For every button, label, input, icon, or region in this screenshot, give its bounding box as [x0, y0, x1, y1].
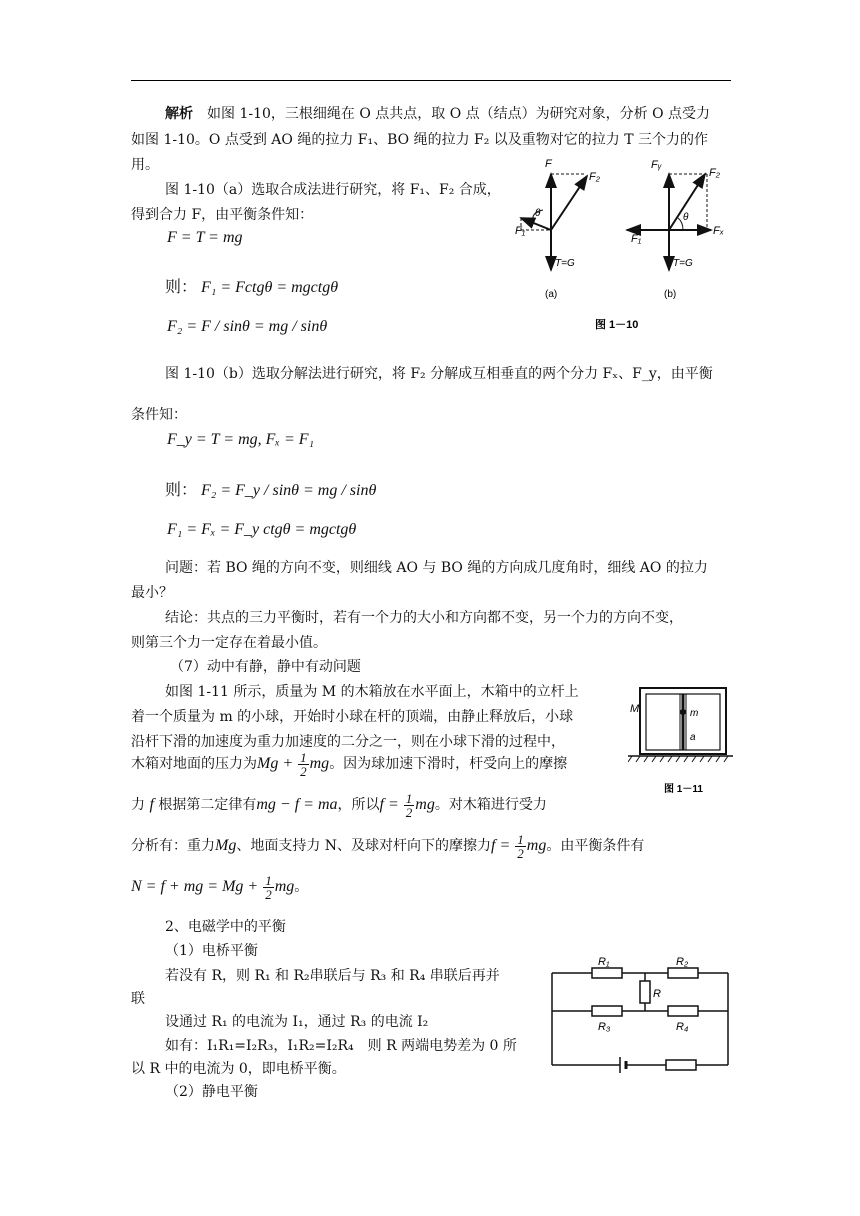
label-R4: R₄	[676, 1021, 689, 1033]
figure-1-10-caption: 图 1－10	[595, 319, 639, 331]
bridge-line3: 设通过 R₁ 的电流为 I₁，通过 R₃ 的电流 I₂	[165, 1014, 429, 1030]
figure-1-10	[505, 152, 735, 342]
resistor-R3	[592, 1006, 622, 1016]
label-F2: F₂	[589, 171, 600, 183]
paragraph-synthesis-line2: 得到合力 F，由平衡条件知：	[131, 207, 314, 223]
expr-N: N = f + mg = Mg + $\frac{1}{2}$ mg	[131, 872, 295, 902]
diagram-a-label: (a)	[545, 289, 558, 300]
equation-b3: F₁ = Fₓ = F_y ctgθ = mgctgθ	[167, 521, 357, 538]
label-F2-b: F₂	[709, 167, 720, 179]
paragraph-analysis-line2: 如图 1-10。O 点受到 AO 绳的拉力 F₁、BO 绳的拉力 F₂ 以及重物对它的拉力 T 三个力的作	[131, 132, 709, 148]
paragraph-decomposition-line2: 条件知：	[131, 407, 187, 423]
conclusion-line1: 结论：共点的三力平衡时，若有一个力的大小和方向都不变，另一个力的方向不变，	[165, 610, 683, 626]
bridge-line5: 以 R 中的电流为 0，即电桥平衡。	[131, 1061, 346, 1077]
figure-1-11-caption: 图 1－11	[664, 784, 703, 795]
section-7-line6: 分析有：重力Mg、地面支持力 N、及球对杆向下的摩擦力f = $\frac{1}{2}$ mg。由平衡条件有	[131, 831, 645, 861]
expr-friction: f = $\frac{1}{2}$ mg	[491, 831, 547, 861]
label-a: a	[690, 732, 696, 743]
label-M: M	[630, 703, 640, 715]
section-7-line1: 如图 1-11 所示，质量为 M 的木箱放在水平面上，木箱中的立杆上	[165, 684, 579, 700]
section-7-line3: 沿杆下滑的加速度为重力加速度的二分之一，则在小球下滑的过程中，	[131, 734, 565, 750]
bridge-circuit	[548, 955, 733, 1073]
label-F1: F₁	[515, 225, 526, 237]
bridge-line1: 若没有 R，则 R₁ 和 R₂串联后与 R₃ 和 R₄ 串联后再并	[165, 968, 500, 984]
section-2-sub2: （2）静电平衡	[165, 1084, 258, 1100]
label-theta: θ	[535, 208, 541, 219]
section-2-heading: 2、电磁学中的平衡	[165, 919, 286, 935]
section-7-line7: N = f + mg = Mg + $\frac{1}{2}$ mg。	[131, 872, 309, 902]
resistor-R4	[668, 1006, 698, 1016]
equation-b1: F_y = T = mg, Fₓ = F₁	[167, 431, 315, 448]
question-line2: 最小？	[131, 585, 173, 601]
resistor-R1	[592, 968, 622, 978]
label-T-b: T=G	[673, 258, 693, 269]
bridge-line2: 联	[131, 991, 145, 1007]
section-7-line2: 着一个质量为 m 的小球，开始时小球在杆的顶端，由静止释放后，小球	[131, 709, 574, 725]
equation-a3: F₂ = F / sinθ = mg / sinθ	[167, 318, 328, 335]
paragraph-synthesis-line1: 图 1-10（a）选取合成法进行研究，将 F₁、F₂ 合成，	[165, 182, 501, 198]
resistor-load	[666, 1060, 696, 1070]
paragraph-decomposition-line1: 图 1-10（b）选取分解法进行研究，将 F₂ 分解成互相垂直的两个分力 Fₓ、F_y，由平衡	[165, 366, 713, 382]
conclusion-line2: 则第三个力一定存在着最小值。	[131, 635, 327, 651]
diagram-a	[515, 158, 601, 300]
label-theta-b: θ	[683, 212, 689, 223]
label-R: R	[653, 988, 661, 1000]
question-line1: 问题：若 BO 绳的方向不变，则细线 AO 与 BO 绳的方向成几度角时，细线 AO 的拉力	[165, 560, 708, 576]
paragraph-analysis-line3: 用。	[131, 157, 159, 173]
paragraph-analysis-line1: 解析 如图 1-10，三根细绳在 O 点共点，取 O 点（结点）为研究对象，分析 O 点受力	[165, 106, 711, 122]
equation-a2: 则： F₁ = Fctgθ = mgctgθ	[165, 279, 339, 296]
label-Fx: Fₓ	[713, 225, 724, 237]
label-R1: R₁	[598, 956, 610, 968]
label-T: T=G	[555, 258, 575, 269]
label-F: F	[545, 158, 552, 170]
section-7-line5: 力 f 根据第二定律有mg − f = ma，所以f = $\frac{1}{2}$ mg。对木箱进行受力	[131, 790, 547, 820]
resistor-R2	[668, 968, 698, 978]
expr-f-half-mg: f = $\frac{1}{2}$ mg	[379, 790, 435, 820]
section-7-line4: 木箱对地面的压力为Mg + $\frac{1}{2}$ mg。因为球加速下滑时，杆受向上的摩擦	[131, 749, 568, 779]
figure-1-11	[628, 680, 733, 798]
label-F1-b: F₁	[631, 233, 642, 245]
label-R3: R₃	[598, 1021, 611, 1033]
analysis-label: 解析	[165, 106, 193, 122]
bridge-line4: 如有：I₁R₁=I₂R₃，I₁R₂=I₂R₄ 则 R 两端电势差为 0 所	[165, 1038, 517, 1054]
equation-b2: 则： F₂ = F_y / sinθ = mg / sinθ	[165, 482, 377, 499]
section-2-sub1: （1）电桥平衡	[165, 943, 258, 959]
label-R2: R₂	[676, 956, 689, 968]
label-m: m	[690, 708, 699, 719]
expr-Mg-half-mg: Mg + $\frac{1}{2}$ mg	[257, 749, 330, 779]
header-rule	[131, 80, 731, 81]
section-7-heading: （7）动中有静，静中有动问题	[170, 659, 361, 675]
resistor-R	[640, 981, 650, 1003]
label-Fy: Fᵧ	[651, 159, 662, 171]
expr-newton: mg − f = ma	[256, 796, 338, 813]
diagram-b-label: (b)	[664, 289, 677, 300]
diagram-b	[627, 159, 724, 300]
equation-a1: F = T = mg	[167, 229, 243, 246]
